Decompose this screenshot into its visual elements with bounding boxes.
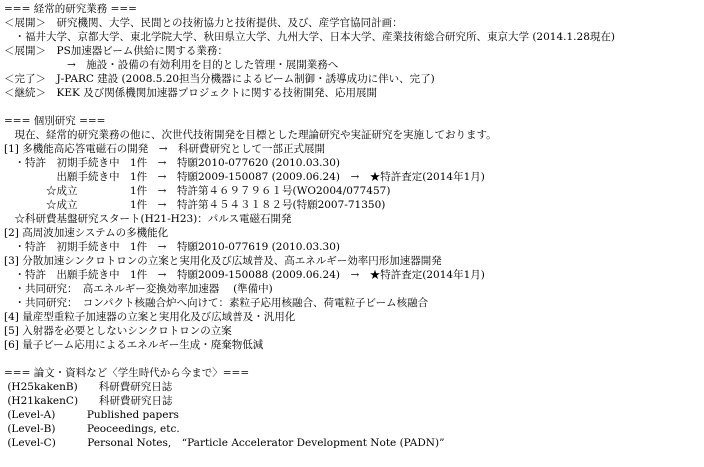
patent-line: ☆成立 1件 → 特許第４５４３１８２号(特願2007-71350) <box>4 199 386 211</box>
section-heading-papers: === 論文・資料など〈学生時代から今まで〉=== <box>4 367 250 379</box>
patent-line: ☆成立 1件 → 特許第４６９７９６１号(WO2004/077457) <box>4 185 391 197</box>
routine-line-expansion-cooperation: ＜展開＞ 研究機関、大学、民間との技術協力と技術提供、及び、産学官協同計画： <box>4 17 403 29</box>
routine-line-ps-beam-supply: ＜展開＞ PS加速器ビーム供給に関する業務： <box>4 45 228 57</box>
paper-link-h21kakenc[interactable]: (H21kakenC) 科研費研究日誌 <box>4 395 173 407</box>
patent-line: ・特許 初期手続き中 1件 → 特願2010-077620 (2010.03.30) <box>4 157 340 169</box>
routine-line-facility-management: → 施設・設備の有効利用を目的とした管理・展開業務へ <box>4 59 339 71</box>
paper-link-level-b[interactable]: (Level-B) Peoceedings, etc. <box>4 423 180 435</box>
routine-line-kek-continuing: ＜継続＞ KEK 及び関係機関加速器プロジェクトに関する技術開発、応用展開 <box>4 87 377 99</box>
routine-line-jparc-completed: ＜完了＞ J-PARC 建設 (2008.5.20担当分機器によるビーム制御・誘導成功に伴い、完了) <box>4 73 435 85</box>
research-item-5: [5] 入射器を必要としないシンクロトロンの立案 <box>4 325 232 337</box>
paper-link-level-a[interactable]: (Level-A) Published papers <box>4 409 179 421</box>
individual-intro: 現在、経常的研究業務の他に、次世代技術開発を目標とした理論研究や実証研究を実施しております。 <box>4 129 497 141</box>
paper-link-level-c[interactable]: (Level-C) Personal Notes, “Particle Accelerator Development Note (PADN)” <box>4 437 445 449</box>
paper-link-h25kakenb[interactable]: (H25kakenB) 科研費研究日誌 <box>4 381 173 393</box>
patent-line: ・特許 出願手続き中 1件 → 特願2009-150088 (2009.06.24) → ★特許査定(2014年1月) <box>4 269 485 281</box>
section-heading-routine: === 経常的研究業務 === <box>4 3 137 15</box>
joint-research-line: ・共同研究： コンパクト核融合炉へ向けて：素粒子応用核融合、荷電粒子ビーム核融合 <box>4 297 429 309</box>
research-item-1: [1] 多機能高応答電磁石の開発 → 科研費研究として一部正式展開 <box>4 143 326 155</box>
patent-line: ・特許 初期手続き中 1件 → 特願2010-077619 (2010.03.30) <box>4 241 340 253</box>
joint-research-line: ・共同研究： 高エネルギー変換効率加速器 (準備中) <box>4 283 273 295</box>
section-heading-individual: === 個別研究 === <box>4 115 106 127</box>
patent-line: 出願手続き中 1件 → 特願2009-150087 (2009.06.24) → ★特許査定(2014年1月) <box>4 171 485 183</box>
routine-line-partner-institutions: ・福井大学、京都大学、東北学院大学、秋田県立大学、九州大学、日本大学、産業技術総合研究所、東京大学 (2014.1.28現在) <box>4 31 615 43</box>
research-item-2: [2] 高周波加速システムの多機能化 <box>4 227 169 239</box>
research-item-6: [6] 量子ビーム応用によるエネルギー生成・廃棄物低減 <box>4 339 264 351</box>
research-item-4: [4] 量産型重粒子加速器の立案と実用化及び広域普及・汎用化 <box>4 311 296 323</box>
kaken-grant-line: ☆科研費基盤研究スタート(H21-H23)：パルス電磁石開発 <box>4 213 292 225</box>
research-item-3: [3] 分散加速シンクロトロンの立案と実用化及び広域普及、高エネルギー効率円形加速器開発 <box>4 255 442 267</box>
